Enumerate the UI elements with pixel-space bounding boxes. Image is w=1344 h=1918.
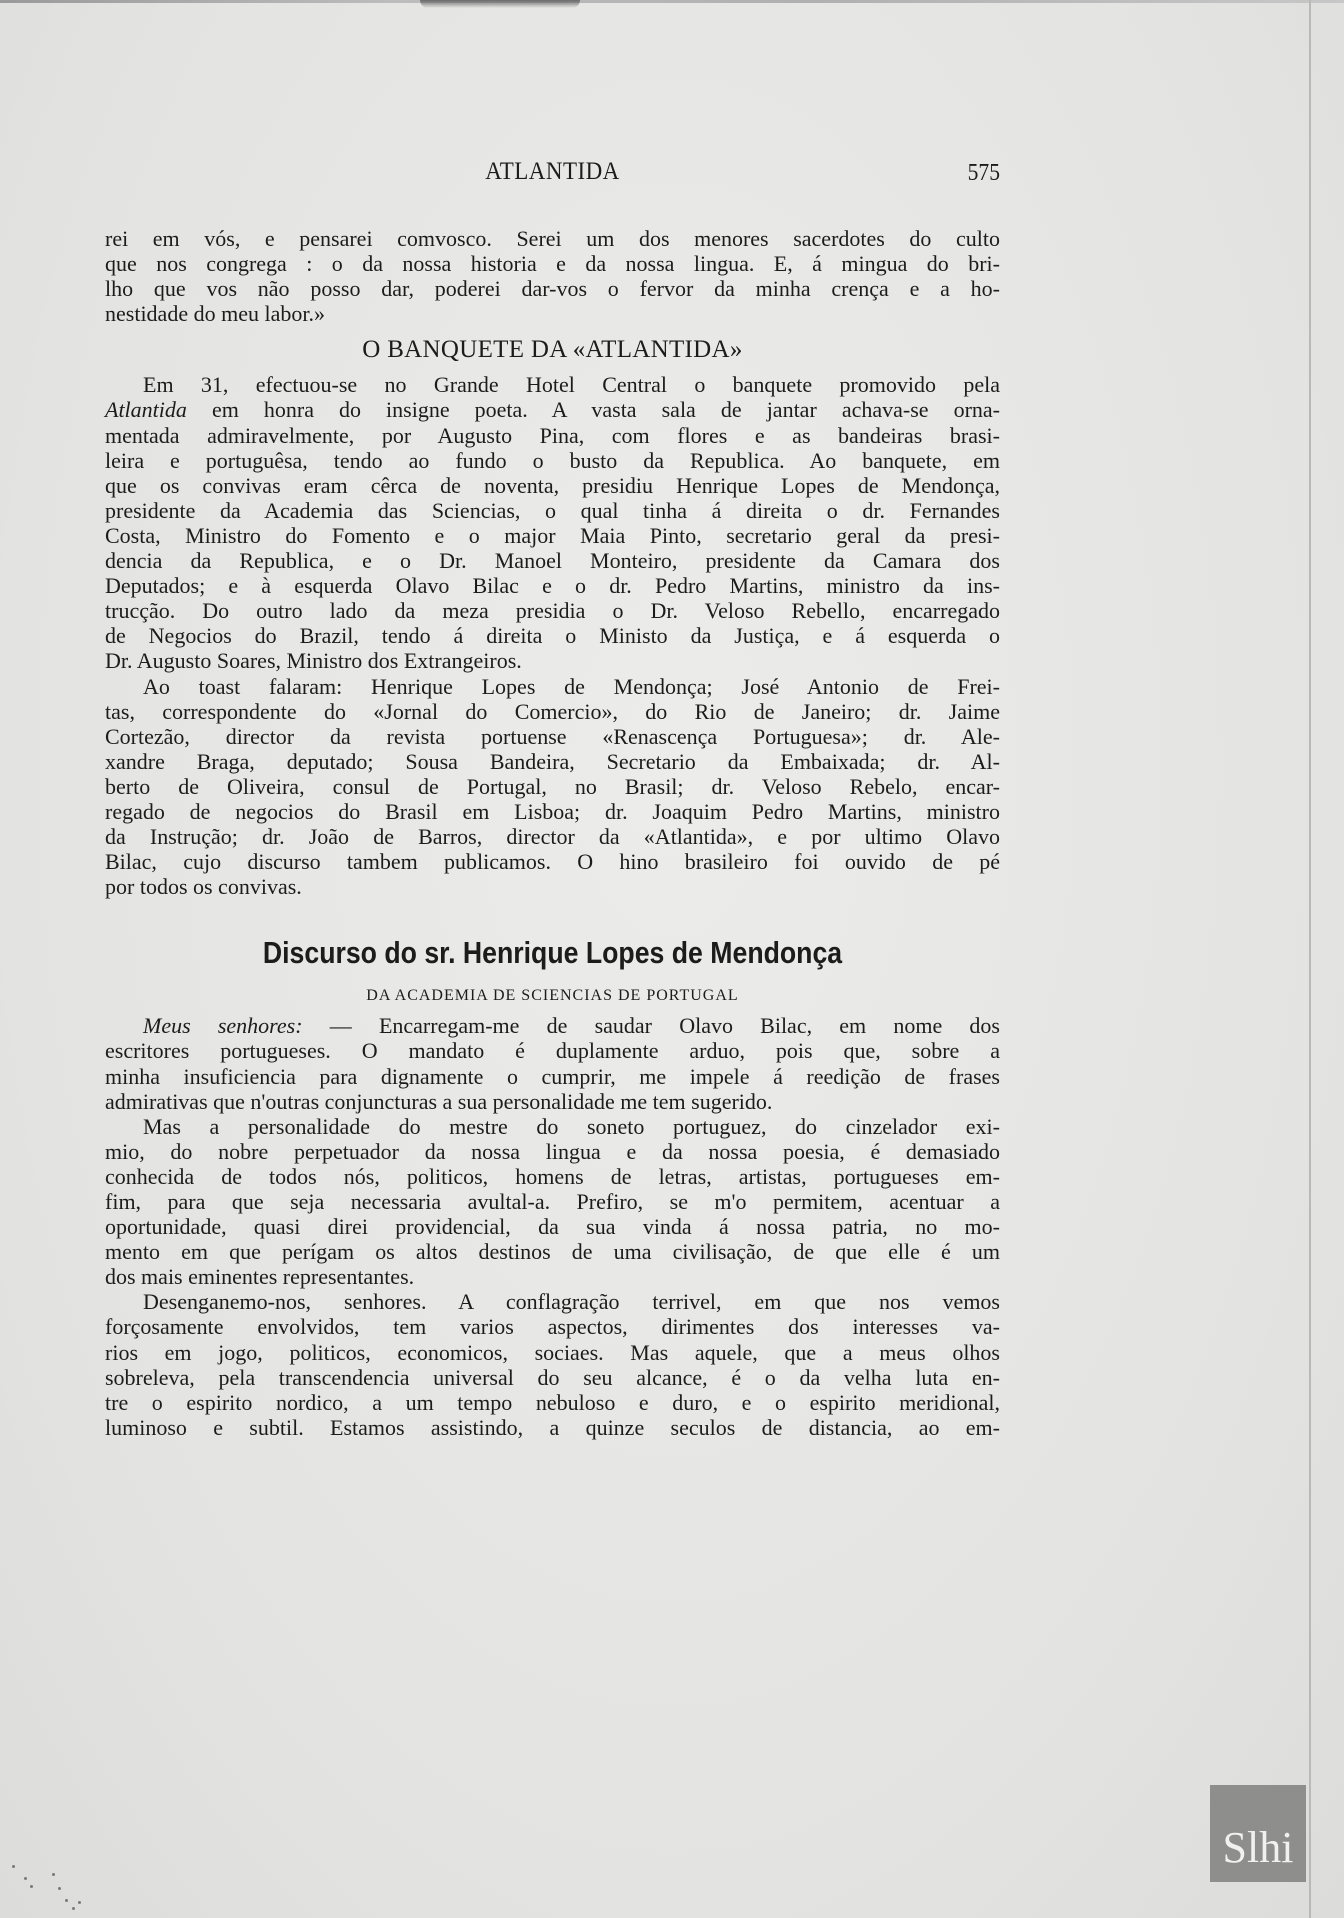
speech-title: Discurso do sr. Henrique Lopes de Mendonça <box>262 935 843 971</box>
text-line: de Negocios do Brazil, tendo á direita o Ministo da Justiça, e á esquerda o <box>105 623 1000 649</box>
text-line: Bilac, cujo discurso tambem publicamos. O hino brasileiro foi ouvido de pé <box>105 849 1000 875</box>
text-line: rei em vós, e pensarei comvosco. Serei um dos menores sacerdotes do culto <box>105 226 1000 251</box>
text-line: nestidade do meu labor.» <box>105 301 325 327</box>
page-edge-line <box>1309 0 1311 1918</box>
salutation: Meus senhores: <box>143 1013 303 1039</box>
speech-subtitle: DA ACADEMIA DE SCIENCIAS DE PORTUGAL <box>366 987 739 1005</box>
page-top-edge <box>0 0 1344 3</box>
text-column <box>105 226 1000 1440</box>
text-line: por todos os convivas. <box>105 874 302 900</box>
text-line: Cortezão, director da revista portuense «Renascença Portuguesa»; dr. Ale- <box>105 723 1000 749</box>
text-line: forçosamente envolvidos, tem varios aspectos, dirimentes dos interesses va- <box>105 1314 1000 1340</box>
text-line: conhecida de todos nós, politicos, homens de letras, artistas, portugueses em- <box>105 1163 1000 1189</box>
paper-specks <box>10 1855 80 1915</box>
text-line: tas, correspondente do «Jornal do Comercio», do Rio de Janeiro; dr. Jaime <box>105 698 1000 724</box>
speech-paragraph-3 <box>105 1289 1000 1440</box>
text-line: da Instrução; dr. João de Barros, director da «Atlantida», e por ultimo Olavo <box>105 824 1000 850</box>
text-line: dencia da Republica, e o Dr. Manoel Monteiro, presidente da Camara dos <box>105 548 1000 574</box>
text-line: sobreleva, pela transcendencia universal do seu alcance, é o da velha luta en- <box>105 1364 1000 1390</box>
text-line: luminoso e subtil. Estamos assistindo, a quinze seculos de distancia, ao em- <box>105 1414 1000 1440</box>
text-line: Dr. Augusto Soares, Ministro dos Extrangeiros. <box>105 648 522 674</box>
text-line: berto de Oliveira, consul de Portugal, no Brasil; dr. Veloso Rebelo, encar- <box>105 773 1000 799</box>
text-line: xandre Braga, deputado; Sousa Bandeira, Secretario da Embaixada; dr. Al- <box>105 748 1000 774</box>
text-fragment: em honra do insigne poeta. A vasta sala de jantar achava-se orna- <box>186 397 1000 423</box>
text-line: Mas a personalidade do mestre do soneto portuguez, do cinzelador exi- <box>143 1113 1000 1139</box>
speech-paragraph-2 <box>105 1114 1000 1290</box>
text-line: mentada admiravelmente, por Augusto Pina, com flores e as bandeiras brasi- <box>105 422 1000 448</box>
text-line: rios em jogo, politicos, economicos, sociaes. Mas aquele, que a meus olhos <box>105 1339 1000 1365</box>
text-line: tre o espirito nordico, a um tempo nebuloso e duro, e o espirito meridional, <box>105 1389 1000 1415</box>
text-line: trucção. Do outro lado da meza presidia o Dr. Veloso Rebello, encarregado <box>105 598 1000 624</box>
banquet-paragraph-1 <box>105 372 1000 673</box>
text-line: Desenganemo-nos, senhores. A conflagração terrivel, em que nos vemos <box>143 1289 1000 1315</box>
running-header <box>105 158 1000 188</box>
text-line: Costa, Ministro do Fomento e o major Maia Pinto, secretario geral da presi- <box>105 522 1000 548</box>
text-line: que nos congrega : o da nossa historia e da nossa lingua. E, á mingua do bri- <box>105 251 1000 277</box>
running-title: ATLANTIDA <box>485 158 620 185</box>
text-line: Deputados; e à esquerda Olavo Bilac e o dr. Pedro Martins, ministro da ins- <box>105 573 1000 599</box>
text-line: fim, para que seja necessaria avultal-a. Prefiro, se m'o permitem, acentuar a <box>105 1189 1000 1214</box>
text-line <box>105 1013 1000 1038</box>
banquet-paragraph-2 <box>105 674 1000 900</box>
text-line <box>105 397 1000 422</box>
text-line: mio, do nobre perpetuador da nossa lingua e da nossa poesia, é demasiado <box>105 1138 1000 1164</box>
section-title-banquete: O BANQUETE DA «ATLANTIDA» <box>362 336 743 364</box>
text-fragment: — Encarregam-me de saudar Olavo Bilac, em nome dos <box>302 1013 1000 1039</box>
watermark-text: Slhi <box>1222 1823 1294 1872</box>
text-line: Ao toast falaram: Henrique Lopes de Mendonça; José Antonio de Frei- <box>143 673 1000 699</box>
page-number: 575 <box>967 160 1000 186</box>
binding-shadow <box>420 0 580 8</box>
text-line: que os convivas eram cêrca de noventa, presidiu Henrique Lopes de Mendonça, <box>105 472 1000 498</box>
text-line: Em 31, efectuou-se no Grande Hotel Central o banquete promovido pela <box>143 372 1000 398</box>
text-line: lho que vos não posso dar, poderei dar-vos o fervor da minha crença e a ho- <box>105 276 1000 302</box>
text-line: minha insuficiencia para dignamente o cumprir, me impele á reedição de frases <box>105 1063 1000 1089</box>
speech-paragraph-1 <box>105 1013 1000 1113</box>
text-line: presidente da Academia das Sciencias, o qual tinha á direita o dr. Fernandes <box>105 497 1000 523</box>
text-line: leira e portuguêsa, tendo ao fundo o busto da Republica. Ao banquete, em <box>105 447 1000 473</box>
opening-paragraph <box>105 226 1000 326</box>
text-line: admirativas que n'outras conjuncturas a sua personalidade me tem sugerido. <box>105 1088 773 1114</box>
text-line: escritores portugueses. O mandato é duplamente arduo, pois que, sobre a <box>105 1038 1000 1064</box>
italic-title-atlantida: Atlantida <box>105 397 187 423</box>
text-line: regado de negocios do Brasil em Lisboa; dr. Joaquim Pedro Martins, ministro <box>105 798 1000 824</box>
library-watermark-logo <box>1210 1785 1306 1882</box>
text-line: mento em que perígam os altos destinos de uma civilisação, de que elle é um <box>105 1239 1000 1265</box>
text-line: dos mais eminentes representantes. <box>105 1264 415 1290</box>
text-line: oportunidade, quasi direi providencial, da sua vinda á nossa patria, no mo- <box>105 1214 1000 1240</box>
